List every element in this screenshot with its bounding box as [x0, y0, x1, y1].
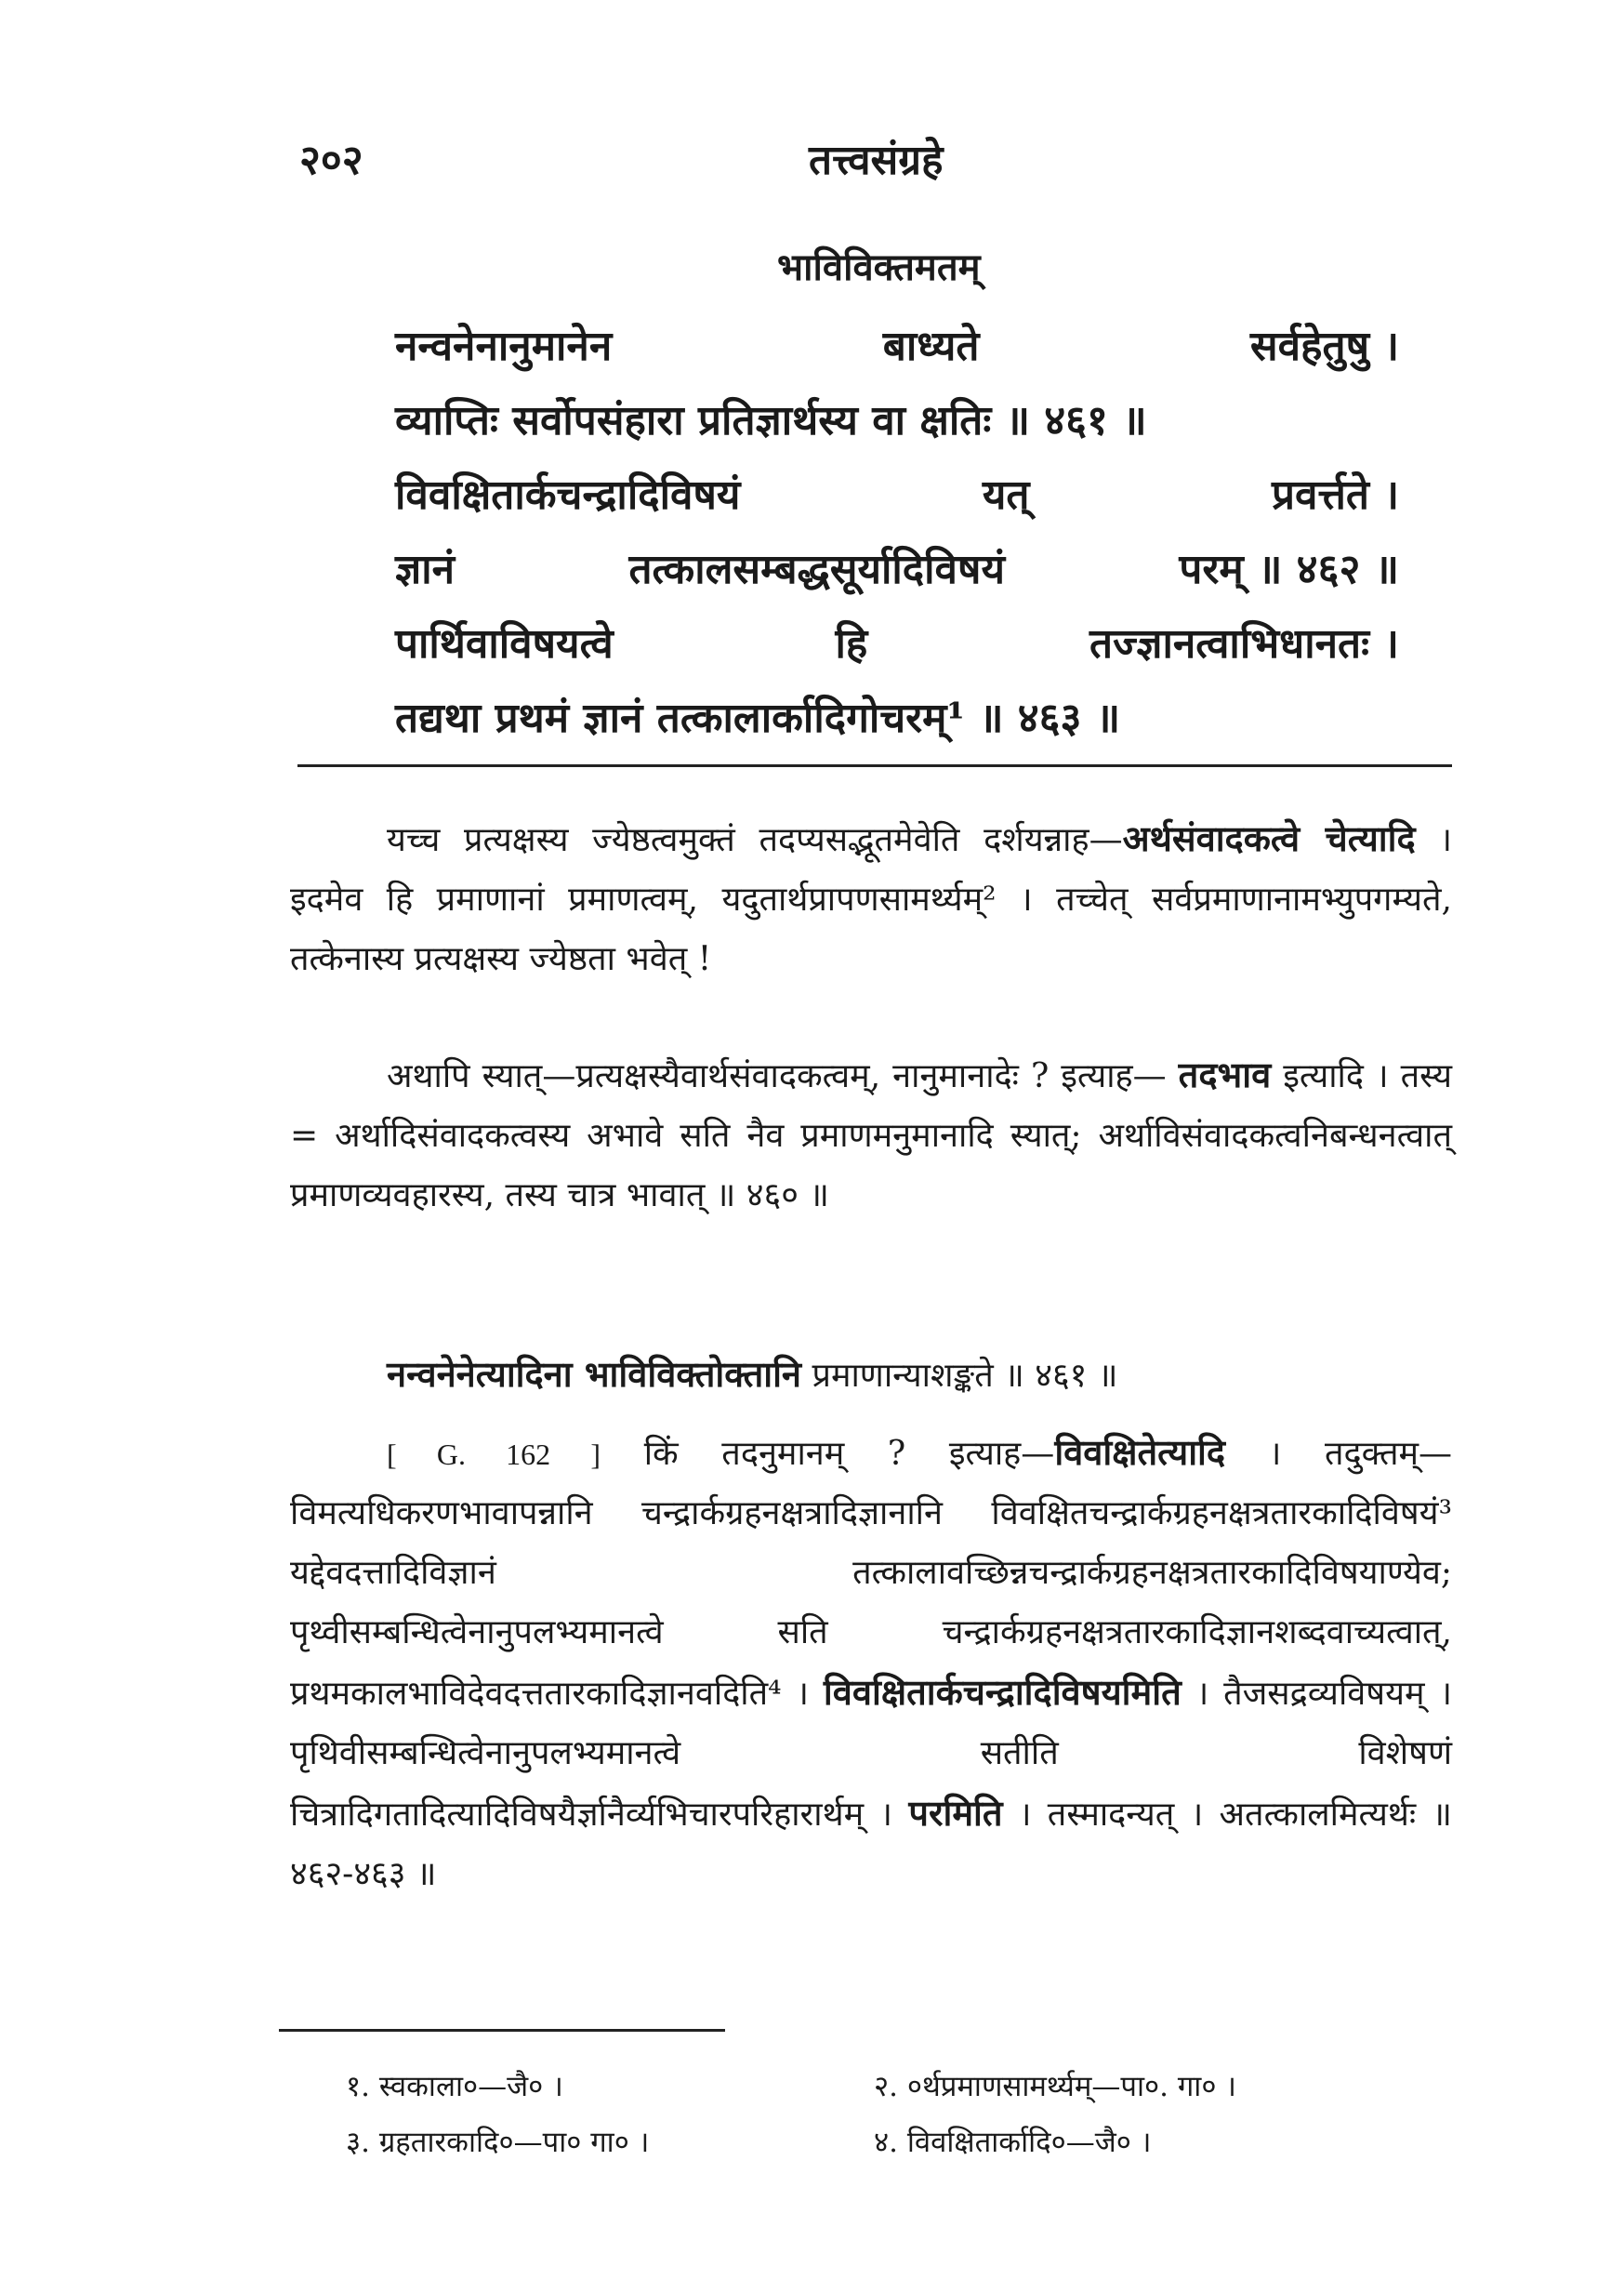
- running-title: तत्त्वसंग्रहे: [809, 137, 944, 184]
- commentary-paragraph-3: नन्वनेनेत्यादिना भाविविक्तोक्तानि प्रमाणान्याशङ्कते ॥ ४६१ ॥: [387, 1353, 1118, 1395]
- pratika: विवक्षितेत्यादि: [1054, 1431, 1226, 1473]
- commentary-paragraph-2: अथापि स्यात्—प्रत्यक्षस्यैवार्थसंवादकत्वम्, नानुमानादेः ? इत्याह— तदभाव इत्यादि । तस्य = अर्थादिसंवादकत्वस्य अभावे सति नैव प्रमाणमनुमानादि स्यात्; अर्थाविसंवादकत्वनिबन्धनत्वात् प्रमाणव्यवहारस्य, तस्य चात्र भावात् ॥ ४६० ॥: [290, 1054, 1452, 1214]
- verse-line-4: [395, 539, 1399, 595]
- verse-word: परम् ॥ ४६२ ॥: [1179, 546, 1399, 593]
- verse-word: तद्यथा प्रथमं ज्ञानं तत्कालार्कादिगोचरम्¹ ॥ ४६३ ॥: [395, 695, 1121, 742]
- verse-line-6: [395, 688, 1399, 744]
- verse-word: प्रवर्त्तते ।: [1272, 471, 1399, 519]
- verse-word: हि: [835, 620, 868, 668]
- pratika: नन्वनेनेत्यादिना भाविविक्तोक्तानि: [387, 1353, 802, 1395]
- pratika: तदभाव: [1178, 1054, 1272, 1095]
- page-number: २०२: [299, 137, 363, 184]
- verse-word: नन्वनेनानुमानेन: [395, 323, 613, 370]
- commentary-paragraph-1: यच्च प्रत्यक्षस्य ज्येष्ठत्वमुक्तं तदप्यसद्भूतमेवेति दर्शयन्नाह—अर्थसंवादकत्वे चेत्यादि । इदमेव हि प्रमाणानां प्रमाणत्वम्, यदुतार्थप्रापणसामर्थ्यम्² । तच्चेत् सर्वप्रमाणानामभ्युपगम्यते, तत्केनास्य प्रत्यक्षस्य ज्येष्ठता भवेत् !: [290, 817, 1452, 978]
- footnote-divider: [279, 2029, 725, 2032]
- section-heading: भाविविक्तमतम्: [777, 245, 981, 289]
- pratika: अर्थसंवादकत्वे चेत्यादि: [1122, 817, 1416, 859]
- verse-commentary-divider: [297, 764, 1452, 767]
- verse-line-5: [395, 614, 1399, 669]
- verse-line-1: [395, 316, 1399, 372]
- verse-word: तत्कालसम्बद्धसूर्यादिविषयं: [628, 546, 1005, 593]
- verse-word: सर्वहेतुषु ।: [1249, 323, 1399, 370]
- verse-word: व्याप्तिः सर्वोपसंहारा प्रतिज्ञार्थस्य वा क्षतिः ॥ ४६१ ॥: [395, 397, 1147, 444]
- pratika: विवक्षितार्कचन्द्रादिविषयमिति: [823, 1671, 1182, 1713]
- footnote-1: १. स्वकाला०—जै० ।: [346, 2070, 563, 2103]
- commentary-paragraph-4: [ G. 162 ] किं तदनुमानम् ? इत्याह—विवक्षितेत्यादि । तदुक्तम्—विमत्यधिकरणभावापन्नानि चन्द्रार्कग्रहनक्षत्रादिज्ञानानि विवक्षितचन्द्रार्कग्रहनक्षत्रतारकादिविषयं³ यद्देवदत्तादिविज्ञानं तत्कालावच्छिन्नचन्द्रार्कग्रहनक्षत्रतारकादिविषयाण्येव; पृथ्वीसम्बन्धित्वेनानुपलभ्यमानत्वे सति चन्द्रार्कग्रहनक्षत्रतारकादिज्ञानशब्दवाच्यत्वात्, प्रथमकालभाविदेवदत्ततारकादिज्ञानवदिति⁴ । विवक्षितार्कचन्द्रादिविषयमिति । तैजसद्रव्यविषयम् । पृथिवीसम्बन्धित्वेनानुपलभ्यमानत्वे सतीति विशेषणं चित्रादिगतादित्यादिविषयैर्ज्ञानैर्व्यभिचारपरिहारार्थम् । परमिति । तस्मादन्यत् । अतत्कालमित्यर्थः ॥ ४६२-४६३ ॥: [290, 1431, 1453, 1893]
- manuscript-reference: [ G. 162 ]: [387, 1438, 601, 1471]
- verse-word: ज्ञानं: [395, 546, 456, 593]
- footnote-4: ४. विवक्षितार्कादि०—जै० ।: [874, 2126, 1152, 2159]
- footnote-2: २. ०र्थप्रमाणसामर्थ्यम्—पा०. गा० ।: [874, 2070, 1237, 2103]
- verse-line-3: [395, 465, 1399, 521]
- verse-word: विवक्षितार्कचन्द्रादिविषयं: [395, 471, 741, 519]
- footnote-3: ३. ग्रहतारकादि०—पा० गा० ।: [346, 2126, 650, 2159]
- pratika: परमिति: [908, 1792, 1003, 1834]
- verse-line-2: [395, 391, 1399, 446]
- verse-word: यत्: [982, 471, 1030, 519]
- verse-word: पार्थिवाविषयत्वे: [395, 620, 614, 668]
- verse-word: बाध्यते: [882, 323, 980, 370]
- verse-word: तज्ज्ञानत्वाभिधानतः ।: [1089, 620, 1399, 668]
